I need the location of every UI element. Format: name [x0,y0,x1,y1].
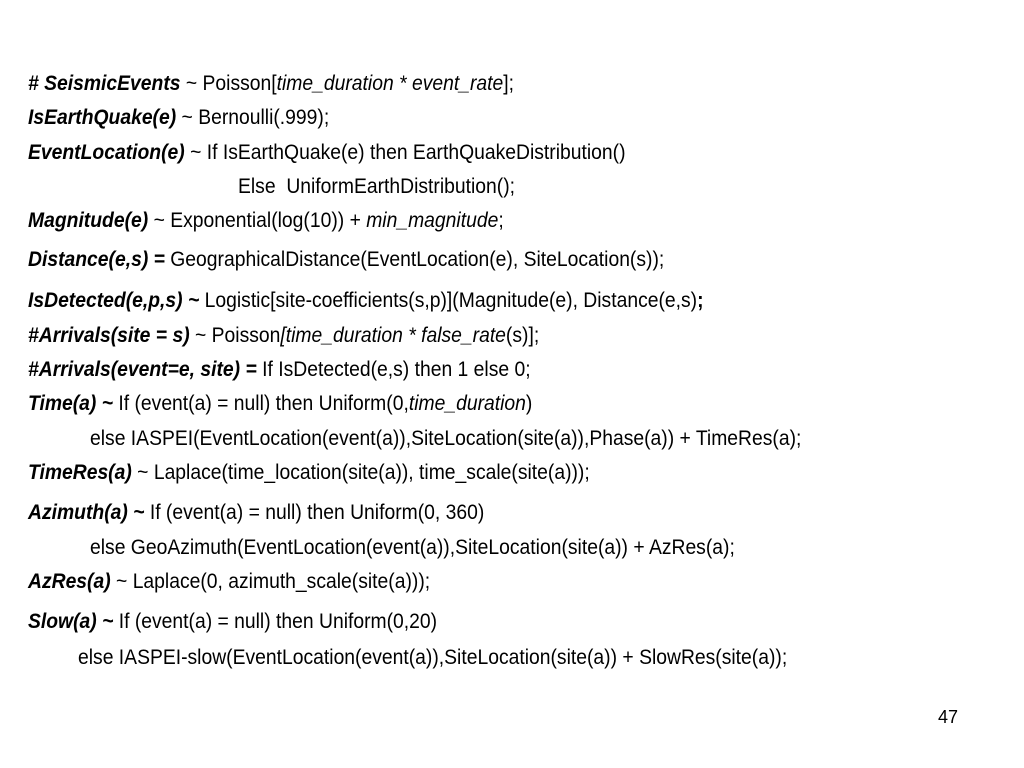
text-segment: Logistic[site-coefficients(s,p)](Magnitude(e), Distance(e,s) [204,289,698,312]
text-segment: GeographicalDistance(EventLocation(e), SiteLocation(s)); [170,248,665,271]
model-line-is-detected [28,288,704,314]
model-line-arrivals-site [28,323,539,349]
text-segment: ~ Bernoulli(.999); [176,106,330,129]
text-segment: If IsDetected(e,s) then 1 else 0; [262,358,531,381]
text-segment: Slow(a) ~ [28,610,119,633]
page-number: 47 [938,707,959,727]
text-segment: Time(a) ~ [28,392,119,415]
model-line-time-else [90,426,801,452]
text-segment: ~ Poisson [189,324,281,347]
model-line-slow-else [78,645,787,671]
text-segment: Else UniformEarthDistribution(); [238,175,516,198]
text-segment: time_duration [408,392,526,415]
model-line-magnitude [28,208,504,234]
model-line-distance [28,247,664,273]
model-line-azimuth-else [90,535,735,561]
model-line-event-location-else [238,174,515,200]
text-segment: [time_duration * false_rate [280,324,506,347]
model-line-azimuth [28,500,484,526]
text-segment: Distance(e,s) = [28,248,171,271]
model-line-time-res [28,460,590,486]
text-segment: (s)]; [505,324,540,347]
text-segment: ; [697,289,704,312]
model-line-az-res [28,569,430,595]
text-segment: ; [498,209,504,232]
text-segment: TimeRes(a) [28,461,132,484]
text-segment: AzRes(a) [28,570,111,593]
text-segment: IsDetected(e,p,s) ~ [28,289,205,312]
text-segment: IsEarthQuake(e) [28,106,177,129]
text-segment: else IASPEI(EventLocation(event(a)),SiteLocation(site(a)),Phase(a)) + TimeRes(a); [90,427,802,450]
text-segment: # SeismicEvents [28,72,181,95]
text-segment: If (event(a) = null) then Uniform(0, 360) [149,501,485,524]
text-segment: If (event(a) = null) then Uniform(0, [118,392,409,415]
text-segment: EventLocation(e) [28,141,185,164]
text-segment: Azimuth(a) ~ [28,501,150,524]
text-segment: ) [525,392,533,415]
model-line-time [28,391,532,417]
text-segment: If (event(a) = null) then Uniform(0,20) [118,610,438,633]
model-line-slow [28,609,437,635]
text-segment: #Arrivals(site = s) [28,324,190,347]
text-segment: ~ Laplace(0, azimuth_scale(site(a))); [110,570,431,593]
text-segment: #Arrivals(event=e, site) = [28,358,263,381]
text-segment: else GeoAzimuth(EventLocation(event(a)),SiteLocation(site(a)) + AzRes(a); [90,536,735,559]
text-segment: ~ Laplace(time_location(site(a)), time_scale(site(a))); [131,461,590,484]
model-line-arrivals-event [28,357,531,383]
text-segment: Magnitude(e) [28,209,149,232]
text-segment: else IASPEI-slow(EventLocation(event(a)),SiteLocation(site(a)) + SlowRes(site(a)); [78,646,788,669]
text-segment: ~ Exponential(log(10)) + [148,209,367,232]
model-line-seismic-events [28,71,514,97]
text-segment: ]; [503,72,514,95]
model-line-event-location [28,140,626,166]
text-segment: min_magnitude [366,209,499,232]
model-line-is-earthquake [28,105,329,131]
text-segment: ~ Poisson[ [180,72,277,95]
text-segment: ~ If IsEarthQuake(e) then EarthQuakeDistribution() [184,141,626,164]
text-segment: time_duration * event_rate [276,72,504,95]
